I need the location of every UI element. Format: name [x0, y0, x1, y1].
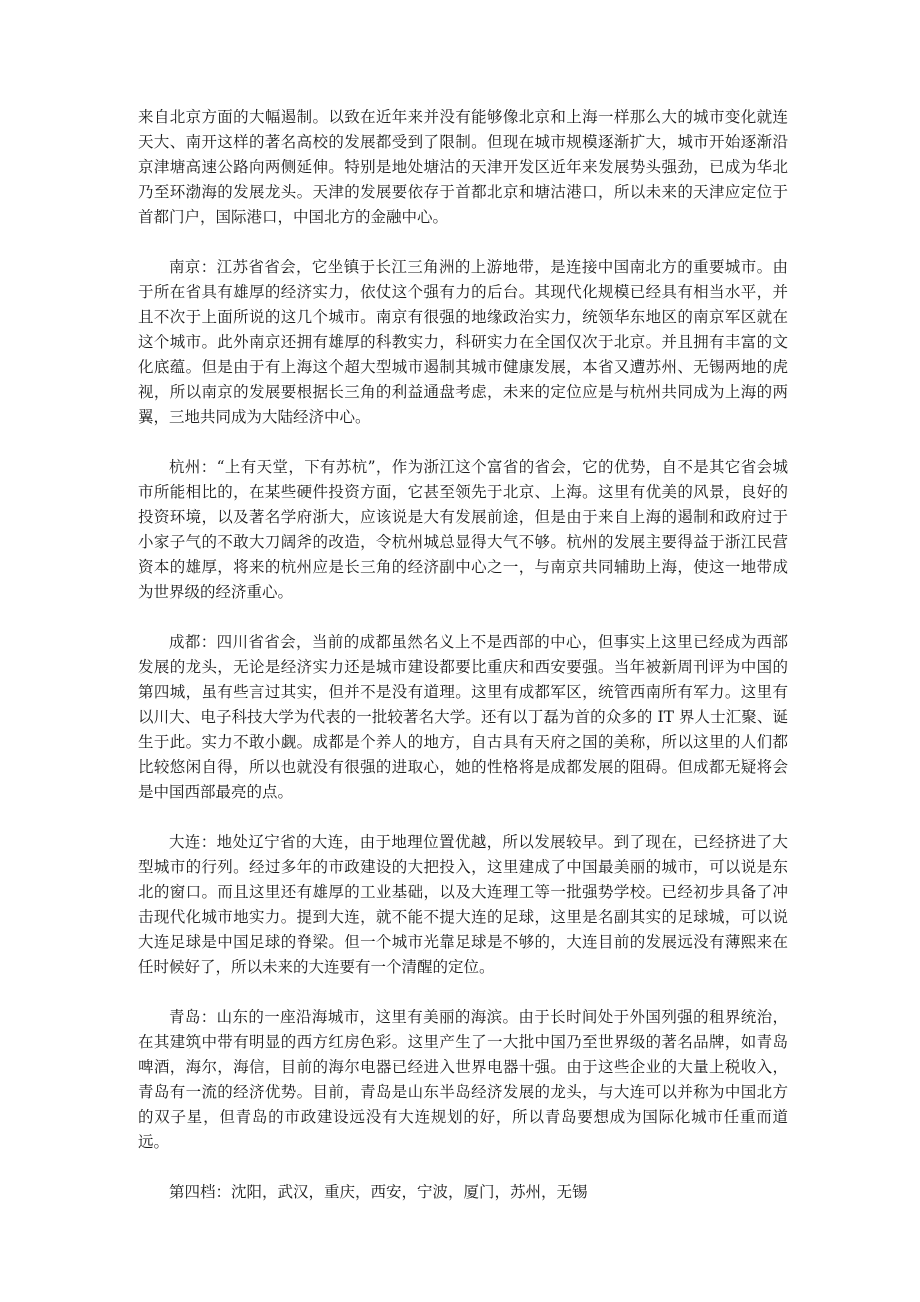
paragraph-fourth-tier: 第四档：沈阳，武汉，重庆，西安，宁波，厦门，苏州，无锡	[169, 1183, 588, 1201]
paragraph-tianjin-continued: 来自北京方面的大幅遏制。以致在近年来并没有能够像北京和上海一样那么大的城市变化就连天大、南开这样的著名高校的发展都受到了限制。但现在城市规模逐渐扩大，城市开始逐渐沿京津塘高速公路向两侧延伸。特别是地处塘沽的天津开发区近年来发展势头强劲，已成为华北乃至环渤海的发展龙头。天津的发展要依存于首都北京和塘沽港口，所以未来的天津应定位于首都门户，国际港口，中国北方的金融中心。	[138, 108, 788, 226]
paragraph-chengdu: 成都：四川省省会，当前的成都虽然名义上不是西部的中心，但事实上这里已经成为西部发展的龙头，无论是经济实力还是城市建设都要比重庆和西安要强。当年被新周刊评为中国的第四城，虽有些言过其实，但并不是没有道理。这里有成都军区，统管西南所有军力。这里有以川大、电子科技大学为代表的一批较著名大学。还有以丁磊为首的众多的 IT 界人士汇聚、诞生于此。实力不敢小觑。成都是个养人的地方，自古具有天府之国的美称，所以这里的人们都比较悠闲自得，所以也就没有很强的进取心，她的性格将是成都发展的阻碍。但成都无疑将会是中国西部最亮的点。	[138, 633, 788, 801]
paragraph-dalian: 大连：地处辽宁省的大连，由于地理位置优越，所以发展较早。到了现在，已经挤进了大型城市的行列。经过多年的市政建设的大把投入，这里建成了中国最美丽的城市，可以说是东北的窗口。而且这里还有雄厚的工业基础，以及大连理工等一批强势学校。已经初步具备了冲击现代化城市地实力。提到大连，就不能不提大连的足球，这里是名副其实的足球城，可以说大连足球是中国足球的脊梁。但一个城市光靠足球是不够的，大连目前的发展远没有薄熙来在任时候好了，所以未来的大连要有一个清醒的定位。	[138, 833, 788, 976]
paragraph-nanjing: 南京：江苏省省会，它坐镇于长江三角洲的上游地带，是连接中国南北方的重要城市。由于所在省具有雄厚的经济实力，依仗这个强有力的后台。其现代化规模已经具有相当水平，并且不次于上面所说的这几个城市。南京有很强的地缘政治实力，统领华东地区的南京军区就在这个城市。此外南京还拥有雄厚的科教实力，科研实力在全国仅次于北京。并且拥有丰富的文化底蕴。但是由于有上海这个超大型城市遏制其城市健康发展，本省又遭苏州、无锡两地的虎视，所以南京的发展要根据长三角的利益通盘考虑，未来的定位应是与杭州共同成为上海的两翼，三地共同成为大陆经济中心。	[138, 258, 788, 426]
paragraph-qingdao: 青岛：山东的一座沿海城市，这里有美丽的海滨。由于长时间处于外国列强的租界统治，在其建筑中带有明显的西方红房色彩。这里产生了一大批中国乃至世界级的著名品牌，如青岛啤酒，海尔，海信，目前的海尔电器已经进入世界电器十强。由于这些企业的大量上税收入，青岛有一流的经济优势。目前，青岛是山东半岛经济发展的龙头，与大连可以并称为中国北方的双子星，但青岛的市政建设远没有大连规划的好，所以青岛要想成为国际化城市任重而道远。	[138, 1008, 788, 1151]
paragraph-hangzhou: 杭州：“上有天堂，下有苏杭”，作为浙江这个富省的省会，它的优势，自不是其它省会城市所能相比的，在某些硬件投资方面，它甚至领先于北京、上海。这里有优美的风景，良好的投资环境，以及著名学府浙大，应该说是大有发展前途，但是由于来自上海的遏制和政府过于小家子气的不敢大刀阔斧的改造，令杭州城总显得大气不够。杭州的发展主要得益于浙江民营资本的雄厚，将来的杭州应是长三角的经济副中心之一，与南京共同辅助上海，使这一地带成为世界级的经济重心。	[138, 458, 788, 601]
document-page	[138, 105, 788, 1205]
